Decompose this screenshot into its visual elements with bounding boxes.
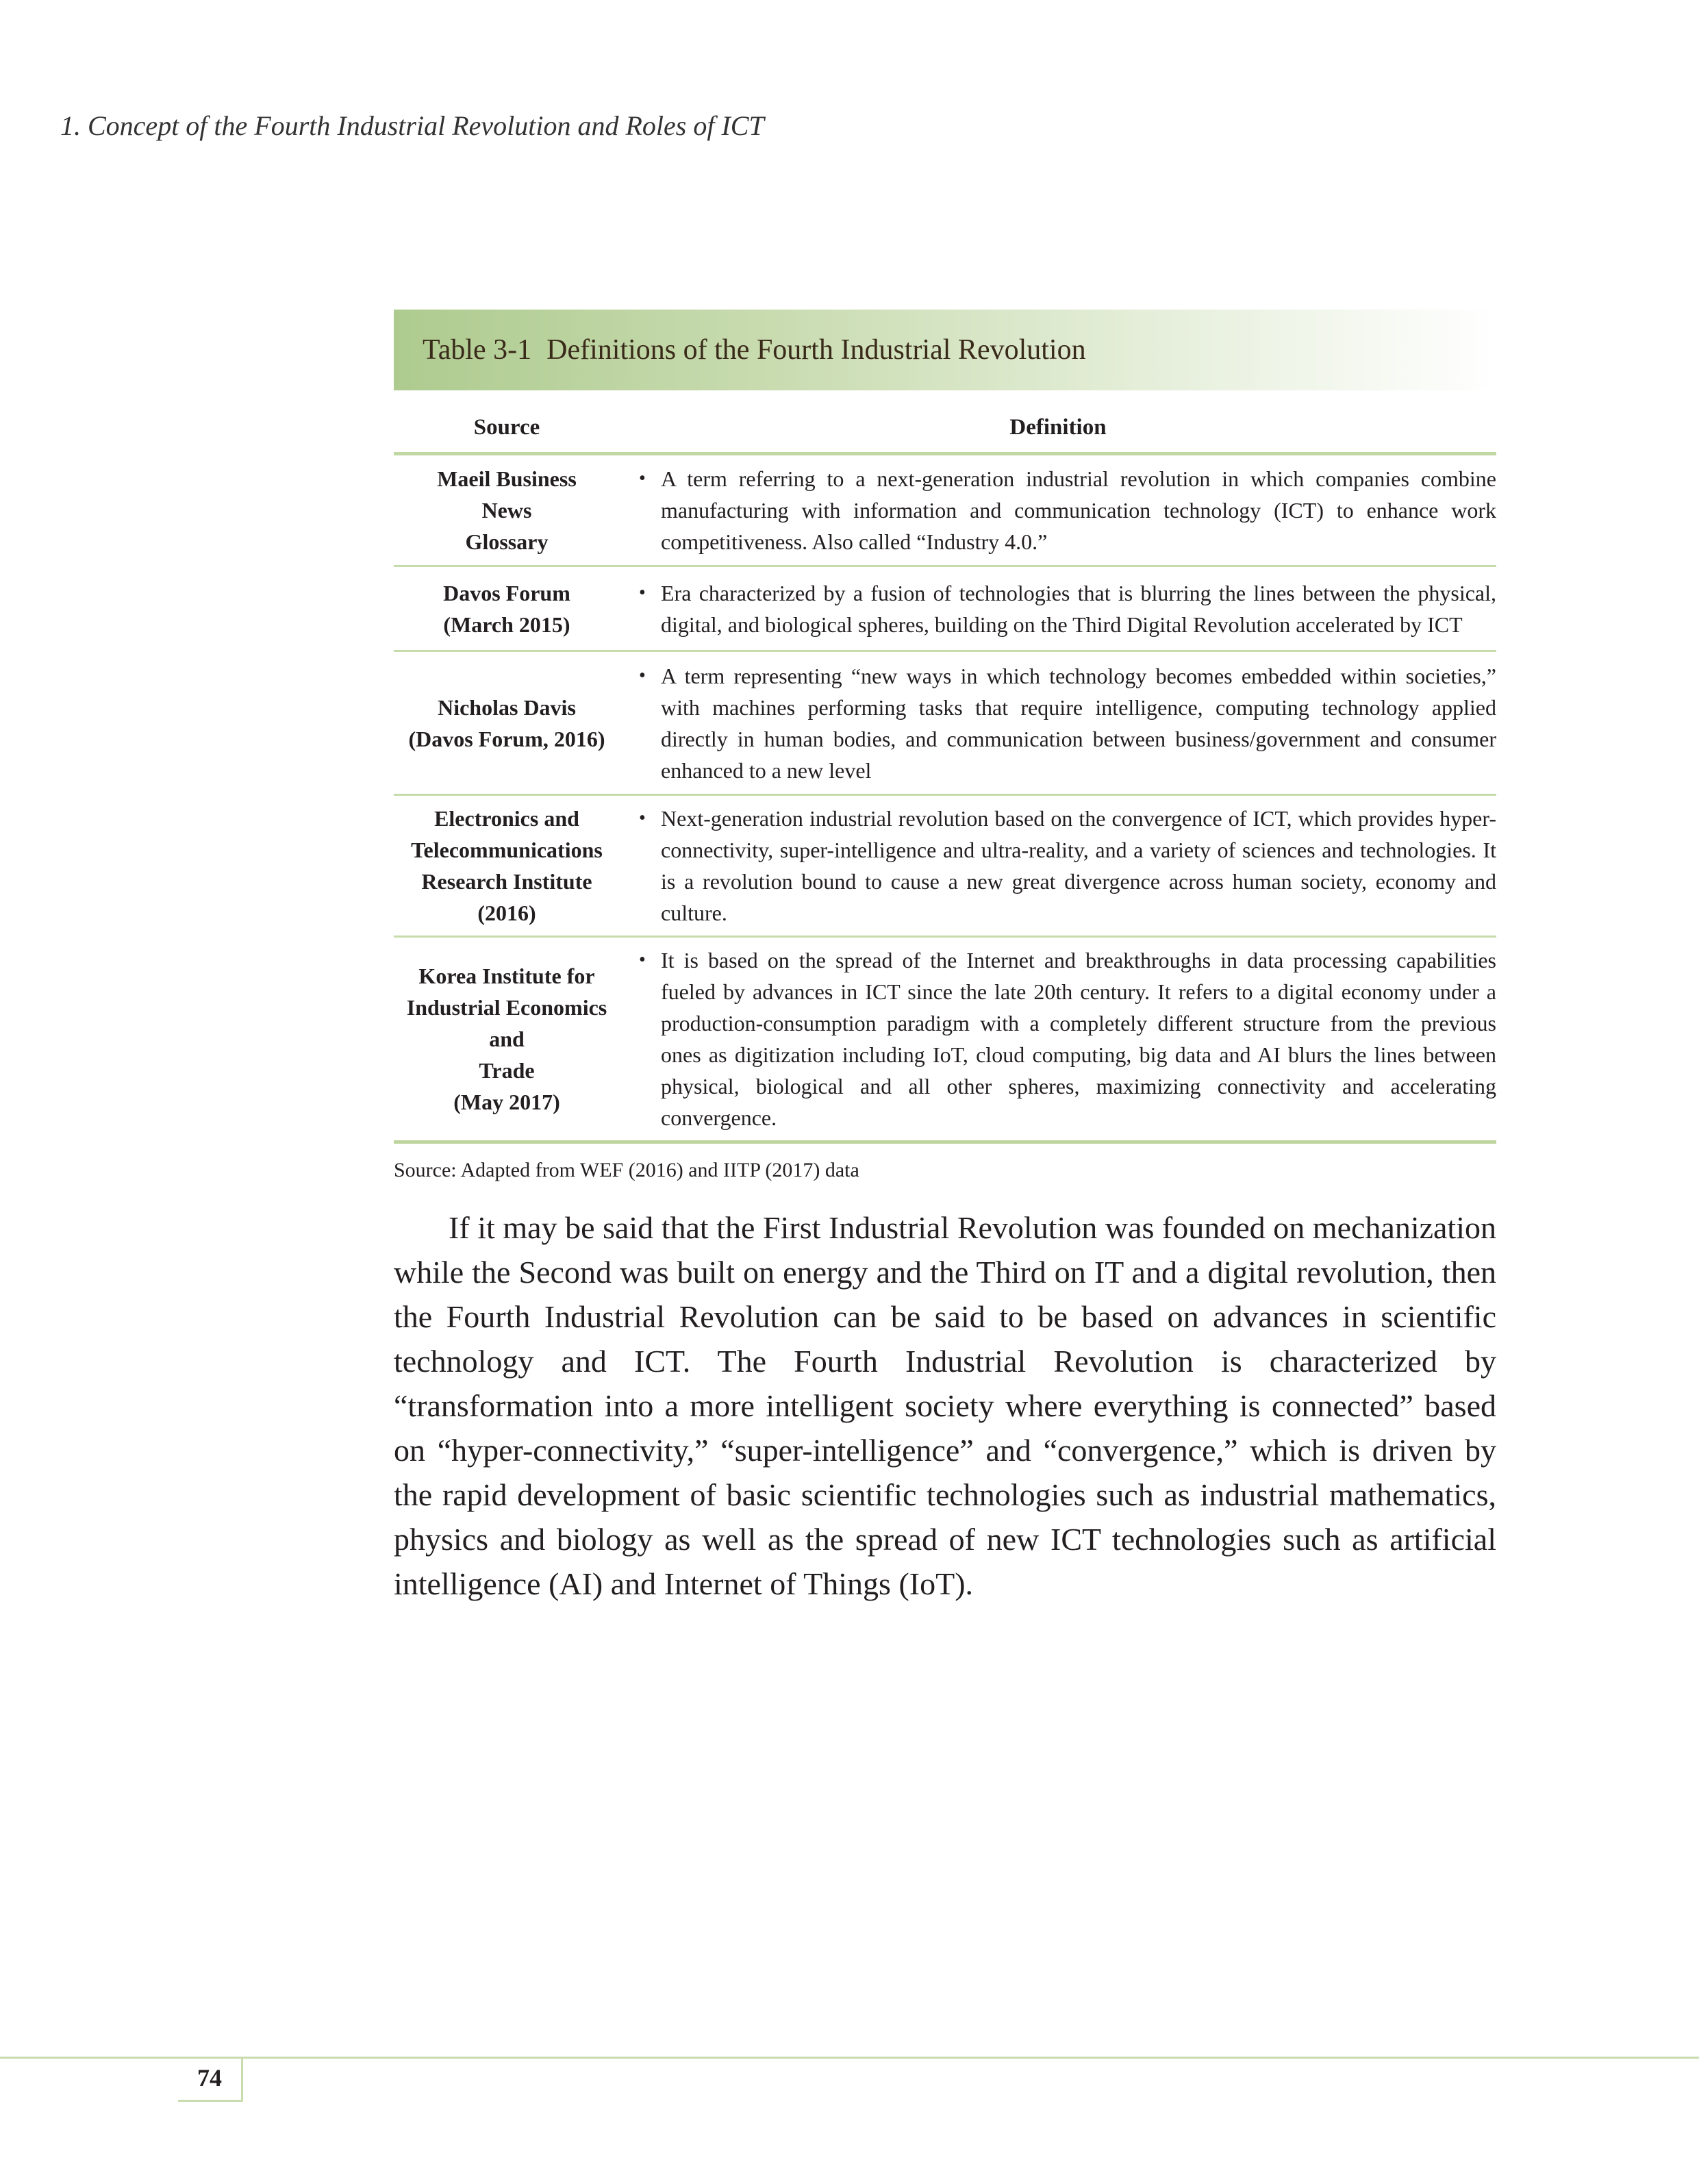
definition-cell bbox=[620, 937, 1496, 1142]
source-line: Davos Forum bbox=[443, 580, 570, 605]
footer-rule bbox=[0, 2057, 1699, 2059]
definition-bullet bbox=[639, 660, 1496, 786]
header-definition: Definition bbox=[620, 403, 1496, 454]
page-number: 74 bbox=[178, 2057, 243, 2102]
table-row bbox=[394, 795, 1496, 937]
definition-cell bbox=[620, 566, 1496, 651]
body-paragraph: If it may be said that the First Industrial Revolution was founded on mechanization while the Second was built on energy and the Third on IT and a digital revolution, then the Fourth Industrial Revolution can be said to be based on advances in scientific technology and ICT. The Fourth Industrial Revolution is characterized by “transformation into a more intelligent society where everything is connected” based on “hyper-connectivity,” “super-intelligence” and “convergence,” which is driven by the rapid development of basic scientific technologies such as industrial mathematics, physics and biology as well as the spread of new ICT technologies such as artificial intelligence (AI) and Internet of Things (IoT). bbox=[394, 1210, 1496, 1601]
source-line: Nicholas Davis bbox=[438, 694, 576, 720]
running-head: 1. Concept of the Fourth Industrial Revolution and Roles of ICT bbox=[60, 110, 764, 141]
table-row bbox=[394, 651, 1496, 795]
table-header-row bbox=[394, 403, 1496, 454]
bullet-icon: • bbox=[639, 664, 646, 686]
source-line: Telecommunications bbox=[411, 838, 603, 862]
definitions-table-block bbox=[394, 310, 1496, 1182]
source-line: Industrial Economics and bbox=[406, 995, 607, 1051]
definition-bullet bbox=[639, 463, 1496, 557]
table-caption-title: Definitions of the Fourth Industrial Revolution bbox=[546, 334, 1086, 366]
definition-text: It is based on the spread of the Internet and breakthroughs in data processing capabilities fueled by advances in ICT since the late 20th century. It refers to a digital economy under a production-consumption paradigm with a completely different structure from the previous ones as digitization including IoT, cloud computing, big data and AI blurs the lines between physical, biological and all other spheres, maximizing connectivity and accelerating convergence. bbox=[661, 948, 1496, 1130]
table-row bbox=[394, 937, 1496, 1142]
definition-bullet bbox=[639, 944, 1496, 1133]
source-cell bbox=[394, 454, 620, 566]
definition-text: A term referring to a next-generation industrial revolution in which companies combine manufacturing with information and communication technology (ICT) to enhance work competitiveness. Also called “Industry 4.0.” bbox=[661, 466, 1496, 554]
definition-cell bbox=[620, 795, 1496, 937]
source-line: Trade bbox=[479, 1058, 535, 1083]
table-row bbox=[394, 454, 1496, 566]
source-line: News bbox=[481, 498, 532, 523]
source-line: Glossary bbox=[465, 529, 549, 554]
table-row bbox=[394, 566, 1496, 651]
source-line: (Davos Forum, 2016) bbox=[408, 726, 605, 751]
header-source: Source bbox=[394, 403, 620, 454]
source-cell bbox=[394, 937, 620, 1142]
source-line: Maeil Business bbox=[437, 466, 577, 491]
table-source-note: Source: Adapted from WEF (2016) and IITP (2017) data bbox=[394, 1159, 859, 1181]
bullet-icon: • bbox=[639, 807, 646, 829]
bullet-icon: • bbox=[639, 949, 646, 970]
source-line: Electronics and bbox=[434, 806, 579, 831]
definition-cell bbox=[620, 454, 1496, 566]
definition-text: Next-generation industrial revolution based on the convergence of ICT, which provides hyper-connectivity, super-intelligence and ultra-reality, and a variety of sciences and technologies. It is a revolution bound to cause a new great divergence across human society, economy and culture. bbox=[661, 806, 1496, 925]
source-line: (March 2015) bbox=[443, 612, 570, 637]
definition-bullet bbox=[639, 577, 1496, 640]
definition-bullet bbox=[639, 803, 1496, 929]
definition-text: Era characterized by a fusion of technologies that is blurring the lines between the physical, digital, and biological spheres, building on the Third Digital Revolution accelerated by ICT bbox=[661, 580, 1496, 637]
bullet-icon: • bbox=[639, 468, 646, 489]
source-cell bbox=[394, 651, 620, 795]
table-caption-number: Table 3-1 bbox=[423, 334, 532, 366]
source-line: (May 2017) bbox=[453, 1090, 560, 1114]
source-cell bbox=[394, 566, 620, 651]
definitions-table bbox=[394, 403, 1496, 1144]
source-line: Research Institute (2016) bbox=[421, 869, 592, 925]
definition-text: A term representing “new ways in which technology becomes embedded within societies,” with machines performing tasks that require intelligence, computing technology applied directly in human bodies, and communication between business/government and consumer enhanced to a new level bbox=[661, 663, 1496, 783]
source-cell bbox=[394, 795, 620, 937]
definition-cell bbox=[620, 651, 1496, 795]
table-caption bbox=[394, 310, 1496, 390]
bullet-icon: • bbox=[639, 581, 646, 603]
source-line: Korea Institute for bbox=[418, 964, 595, 988]
